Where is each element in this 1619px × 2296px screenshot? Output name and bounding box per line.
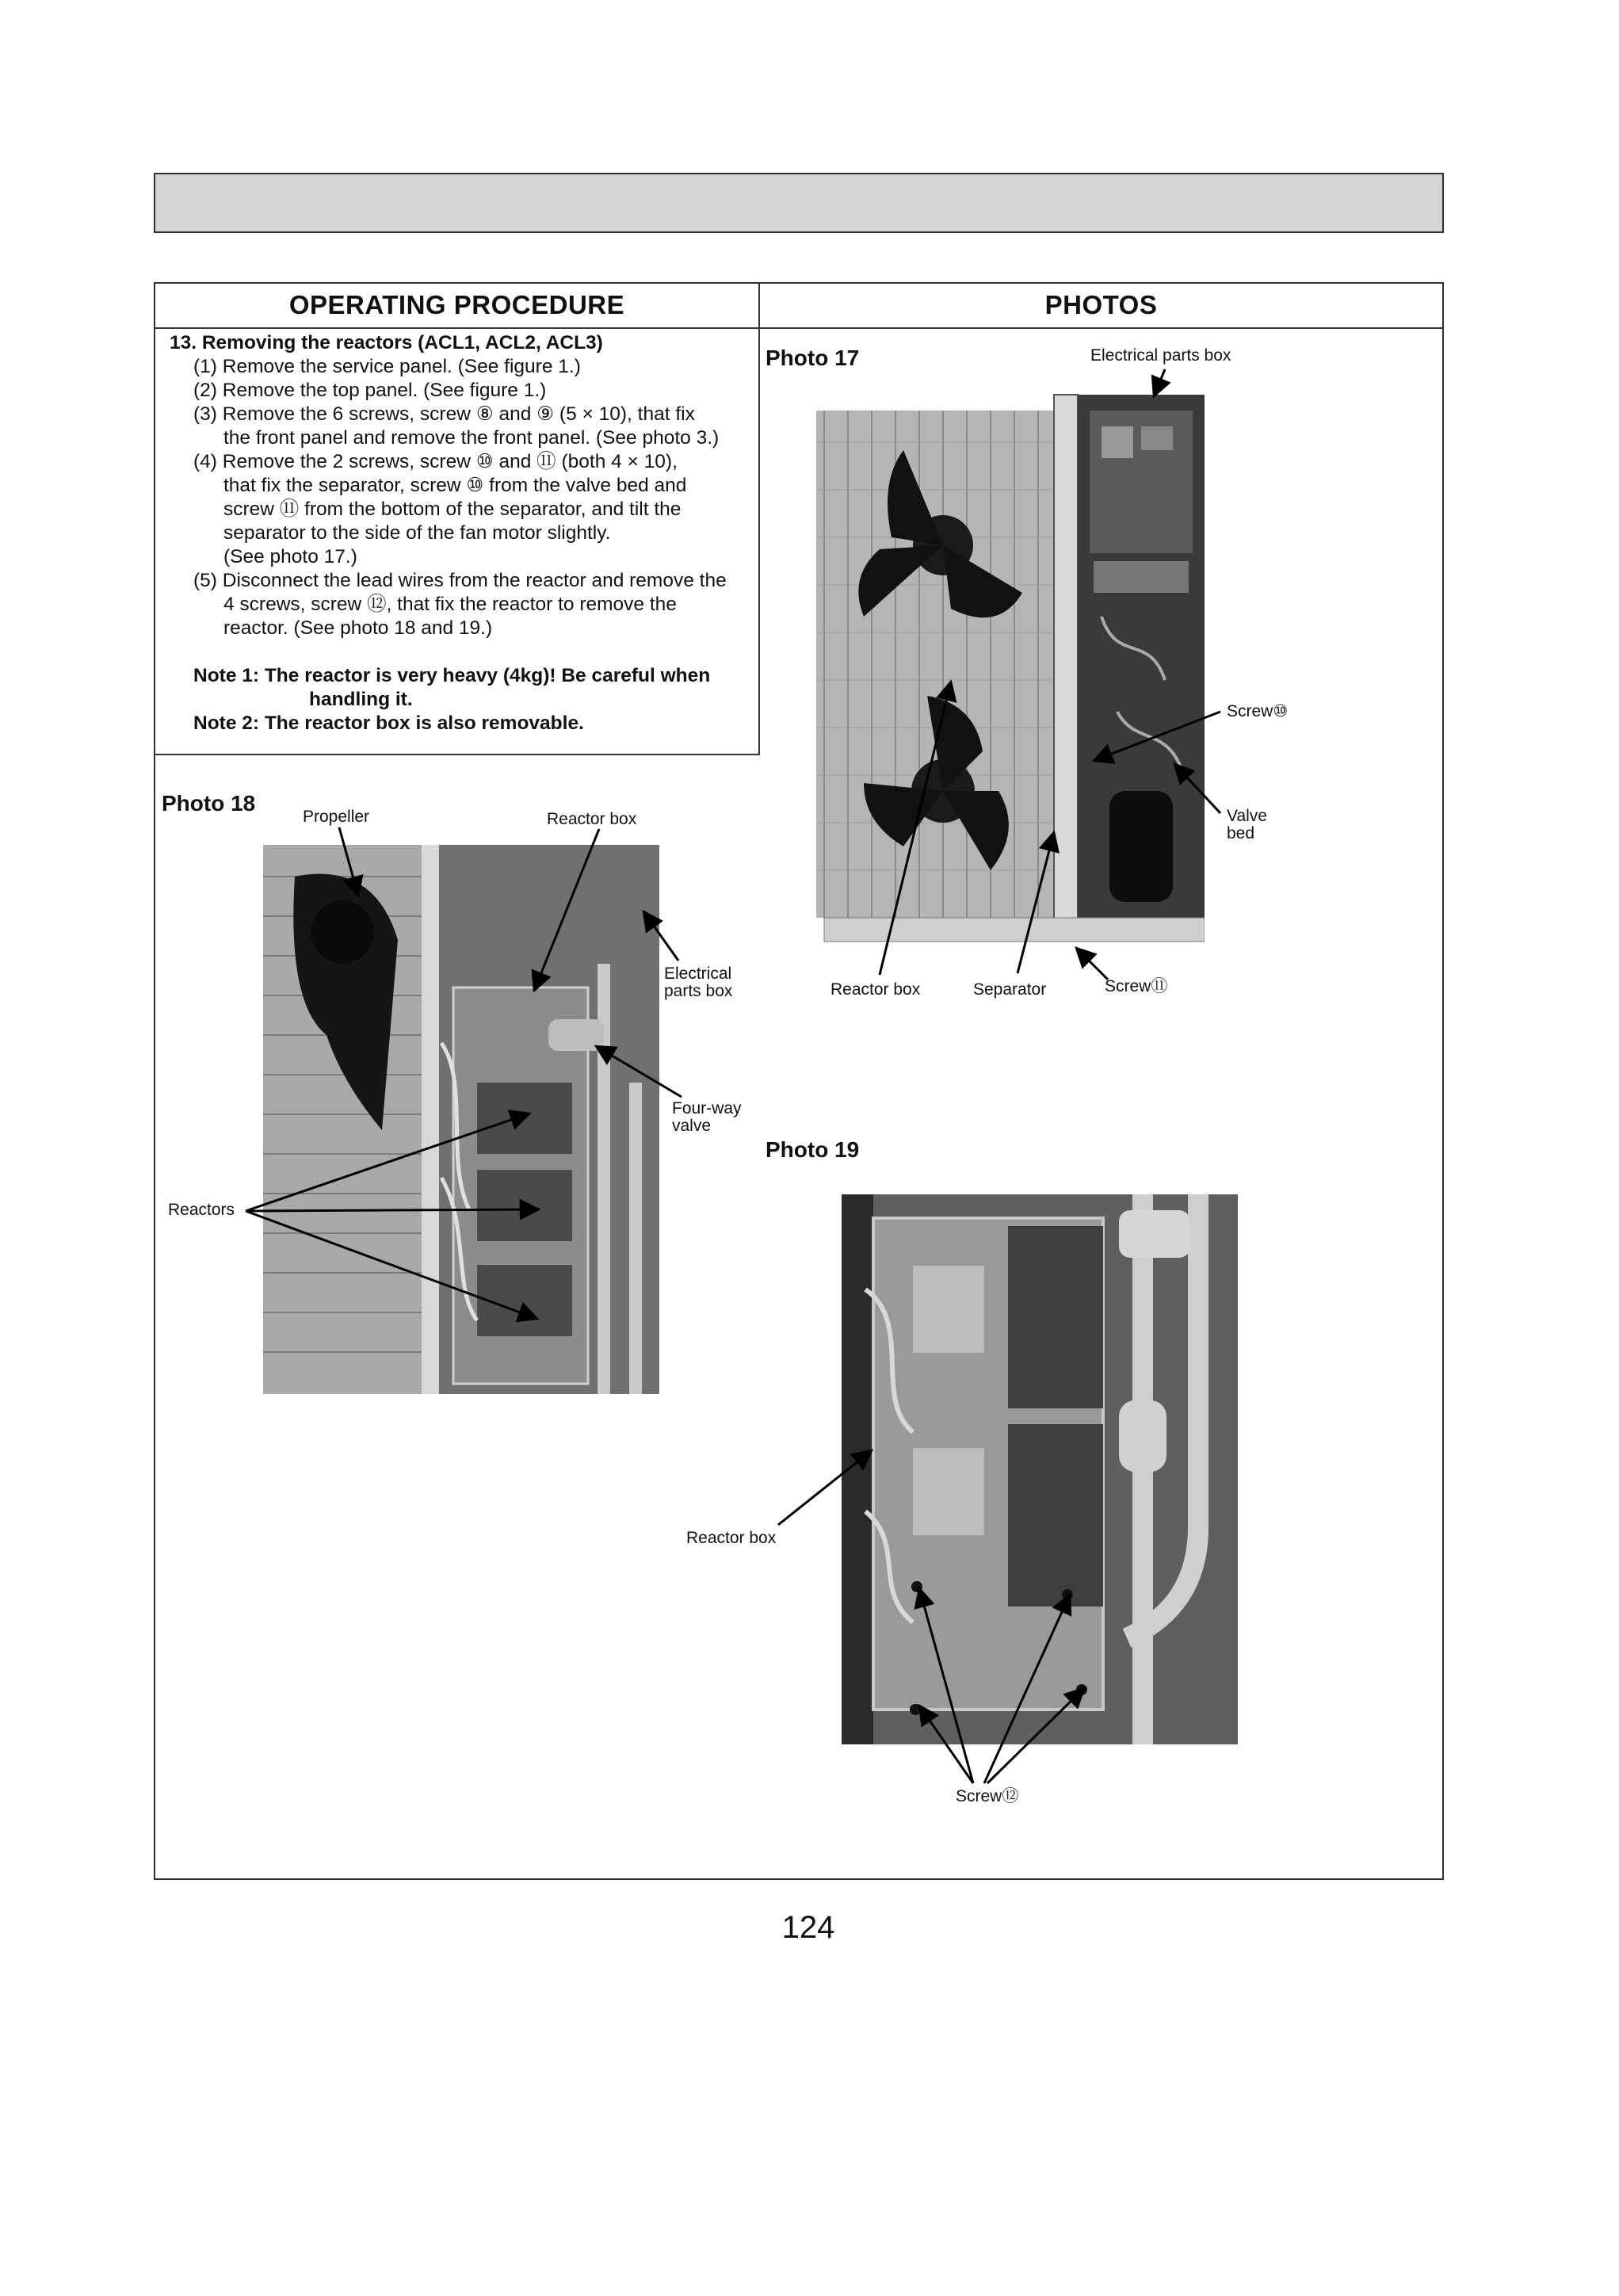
- title-row-divider: [154, 327, 1444, 329]
- photo18-label-reactors: Reactors: [168, 1201, 235, 1219]
- step-3-cont: the front panel and remove the front panel. (See photo 3.): [223, 427, 720, 449]
- section-title: 13. Removing the reactors (ACL1, ACL2, ACL3): [170, 332, 603, 353]
- procedure-box-bottom: [154, 754, 760, 755]
- photo19-image: [842, 1194, 1238, 1744]
- photo18-label-propeller: Propeller: [303, 808, 370, 826]
- photo17-label-screw10: Screw⑩: [1227, 702, 1289, 720]
- operating-procedure-title: OPERATING PROCEDURE: [288, 290, 625, 319]
- note-2: Note 2: The reactor box is also removable.: [193, 712, 584, 734]
- step-5-cont-1: 4 screws, screw ⑫, that fix the reactor to remove the: [223, 594, 677, 615]
- header-band: [154, 173, 1444, 233]
- photo17-label-separator: Separator: [973, 980, 1047, 999]
- note-1-cont: handling it.: [309, 689, 413, 710]
- note-1: Note 1: The reactor is very heavy (4kg)! Be careful when: [193, 665, 711, 686]
- procedure-text: [170, 331, 756, 735]
- photo17-image: [816, 379, 1205, 951]
- photo17-label-electrical-parts-box: Electrical parts box: [1090, 346, 1231, 365]
- step-4: (4) Remove the 2 screws, screw ⑩ and ⑪ (both 4 × 10),: [193, 451, 678, 472]
- photo18-image: [263, 845, 659, 1394]
- step-4-cont-2: screw ⑪ from the bottom of the separator, and tilt the: [223, 499, 682, 520]
- photo18-label-reactor-box: Reactor box: [547, 810, 637, 828]
- step-2: (2) Remove the top panel. (See figure 1.): [193, 380, 547, 401]
- photo18-label-valve: valve: [672, 1117, 712, 1135]
- step-4-cont-1: that fix the separator, screw ⑩ from the valve bed and: [223, 475, 687, 496]
- photo17-label-screw11: Screw⑪: [1105, 977, 1168, 995]
- photo18-label-four-way: Four-way: [672, 1099, 742, 1117]
- column-divider: [758, 282, 760, 755]
- photo17-label-valve: Valve: [1227, 807, 1267, 825]
- photo18-label-electrical: Electrical: [664, 965, 732, 983]
- photos-title: PHOTOS: [1044, 290, 1158, 319]
- photo17-title: Photo 17: [766, 346, 860, 370]
- step-1: (1) Remove the service panel. (See figure 1.): [193, 356, 581, 377]
- photo17-label-bed: bed: [1227, 824, 1255, 842]
- step-4-cont-3: separator to the side of the fan motor slightly.: [223, 522, 611, 544]
- photo19-label-reactor-box: Reactor box: [686, 1529, 777, 1547]
- photo17-label-reactor-box: Reactor box: [831, 980, 921, 999]
- step-5: (5) Disconnect the lead wires from the reactor and remove the: [193, 570, 727, 591]
- page-number: 124: [781, 1910, 835, 1945]
- photo19-label-screw12: Screw⑫: [956, 1787, 1019, 1805]
- step-4-cont-4: (See photo 17.): [223, 546, 357, 567]
- step-5-cont-2: reactor. (See photo 18 and 19.): [223, 617, 493, 639]
- step-3: (3) Remove the 6 screws, screw ⑧ and ⑨ (5 × 10), that fix: [193, 403, 695, 425]
- photo18-title: Photo 18: [162, 791, 256, 816]
- photo18-label-parts-box: parts box: [664, 982, 733, 1000]
- photo19-title: Photo 19: [766, 1137, 860, 1162]
